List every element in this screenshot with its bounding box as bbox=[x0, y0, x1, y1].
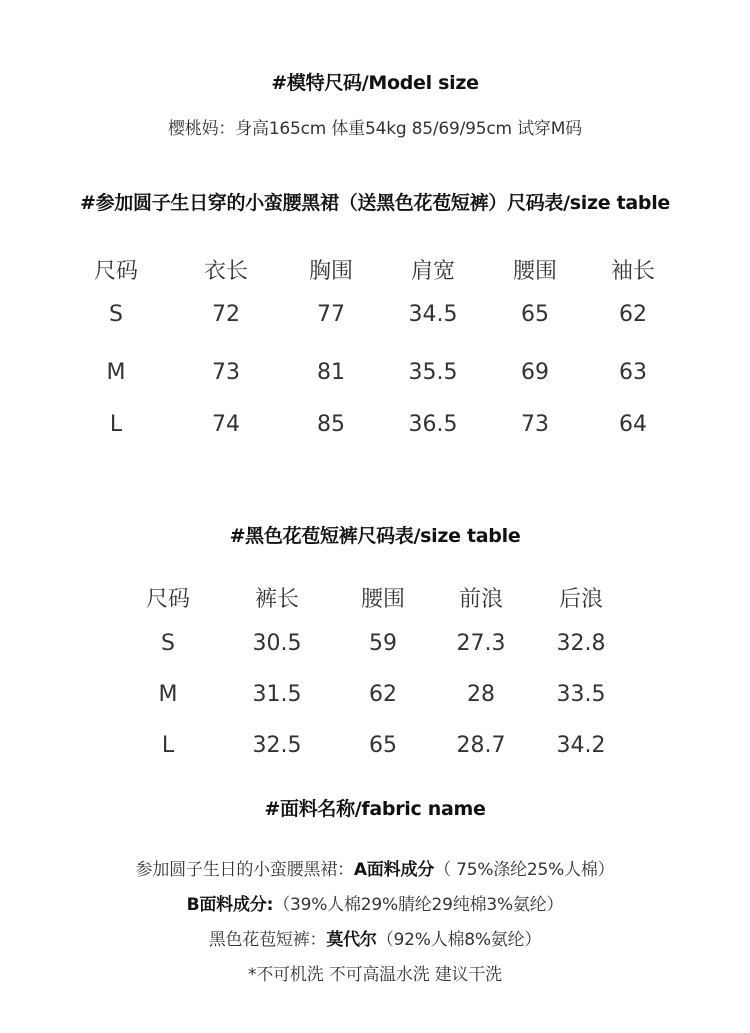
table-cell: 72 bbox=[212, 302, 240, 327]
table-cell: S bbox=[109, 302, 123, 327]
fabric-title: #面料名称/fabric name bbox=[264, 798, 486, 820]
table-cell: L bbox=[161, 733, 175, 758]
table-header-cell: 后浪 bbox=[558, 587, 603, 612]
table-header-cell: 胸围 bbox=[308, 259, 353, 284]
table-cell: 73 bbox=[212, 360, 240, 385]
fabric-line-shorts bbox=[0, 925, 750, 950]
table-cell: M bbox=[158, 682, 178, 707]
table-cell: 77 bbox=[317, 302, 345, 327]
table-cell: 34.2 bbox=[556, 733, 606, 758]
table-cell: 64 bbox=[619, 412, 647, 437]
table-cell: 63 bbox=[619, 360, 647, 385]
fabric-a-composition: （ 75%涤纶25%人棉） bbox=[434, 860, 615, 880]
table-cell: 59 bbox=[369, 631, 397, 656]
table-cell: 32.8 bbox=[556, 631, 606, 656]
fabric-line-b bbox=[0, 890, 750, 915]
table-cell: 30.5 bbox=[252, 631, 302, 656]
table-cell: 32.5 bbox=[252, 733, 302, 758]
table-cell: 36.5 bbox=[408, 412, 458, 437]
model-size-title: #模特尺码/Model size bbox=[271, 72, 479, 94]
care-instructions: *不可机洗 不可高温水洗 建议干洗 bbox=[248, 965, 502, 985]
table-cell: 85 bbox=[317, 412, 345, 437]
fabric-b-composition: （39%人棉29%腈纶29纯棉3%氨纶） bbox=[273, 895, 564, 915]
table-cell: 73 bbox=[521, 412, 549, 437]
model-info: 樱桃妈：身高165cm 体重54kg 85/69/95cm 试穿M码 bbox=[168, 119, 582, 139]
table-cell: 62 bbox=[619, 302, 647, 327]
table-cell: 27.3 bbox=[456, 631, 506, 656]
table-header-cell: 腰围 bbox=[512, 259, 557, 284]
fabric-line-dress bbox=[0, 855, 750, 880]
table-header-cell: 前浪 bbox=[458, 587, 503, 612]
table-cell: 33.5 bbox=[556, 682, 606, 707]
table-cell: L bbox=[109, 412, 123, 437]
dress-size-table-title: #参加圆子生日穿的小蛮腰黑裙（送黑色花苞短裤）尺码表/size table bbox=[79, 192, 671, 214]
table-header-cell: 袖长 bbox=[610, 259, 655, 284]
table-cell: 35.5 bbox=[408, 360, 458, 385]
table-cell: 65 bbox=[521, 302, 549, 327]
table-cell: M bbox=[106, 360, 126, 385]
fabric-line-dress-prefix: 参加圆子生日的小蛮腰黑裙： bbox=[135, 860, 354, 880]
table-cell: 62 bbox=[369, 682, 397, 707]
fabric-shorts-composition: （92%人棉8%氨纶） bbox=[376, 930, 542, 950]
table-header-cell: 肩宽 bbox=[410, 259, 455, 284]
table-cell: 69 bbox=[521, 360, 549, 385]
table-cell: 28 bbox=[467, 682, 495, 707]
shorts-size-table-title: #黑色花苞短裤尺码表/size table bbox=[229, 525, 521, 547]
table-header-cell: 衣长 bbox=[203, 259, 248, 284]
table-header-cell: 尺码 bbox=[145, 587, 190, 612]
table-cell: 65 bbox=[369, 733, 397, 758]
fabric-a-label: A面料成分 bbox=[353, 860, 435, 880]
table-cell: 74 bbox=[212, 412, 240, 437]
table-cell: 81 bbox=[317, 360, 345, 385]
table-cell: 34.5 bbox=[408, 302, 458, 327]
fabric-shorts-label: 莫代尔 bbox=[326, 930, 377, 950]
fabric-line-shorts-prefix: 黑色花苞短裤： bbox=[208, 930, 327, 950]
table-cell: S bbox=[161, 631, 175, 656]
table-cell: 28.7 bbox=[456, 733, 506, 758]
table-cell: 31.5 bbox=[252, 682, 302, 707]
table-header-cell: 腰围 bbox=[360, 587, 405, 612]
table-header-cell: 尺码 bbox=[93, 259, 138, 284]
table-header-cell: 裤长 bbox=[254, 587, 299, 612]
fabric-b-label: B面料成分: bbox=[186, 895, 274, 915]
